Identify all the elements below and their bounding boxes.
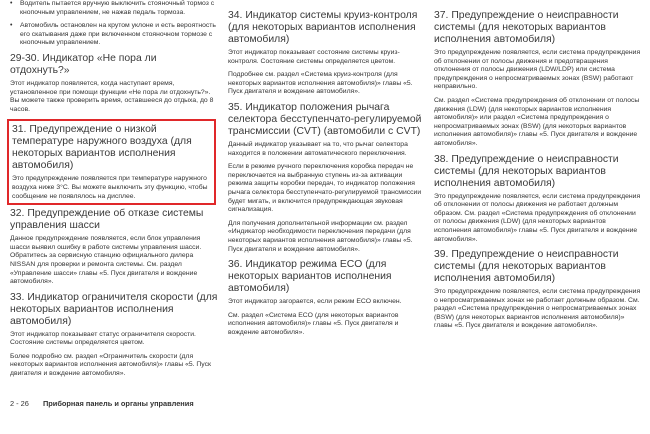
- section-heading-33: 33. Индикатор ограничителя скорости (для некоторых вариантов исполнения автомобиля): [10, 291, 218, 327]
- bullet-item: • Водитель пытается вручную выключить стояночный тормоз с кнопочным управлением, не нажав педаль тормоза.: [10, 0, 218, 17]
- section-heading-39: 39. Предупреждение о неисправности системы (для некоторых вариантов исполнения автомобиля): [434, 249, 619, 285]
- section-text-33-a: Этот индикатор показывает статус ограничителя скорости. Состояние системы определяется цветом.: [10, 330, 196, 347]
- section-heading-36: 36. Индикатор режима ECO (для некоторых вариантов исполнения автомобиля): [228, 259, 392, 295]
- page-number: 2 - 26: [10, 399, 29, 408]
- section-text-35-b: Если в режиме ручного переключения коробка передач не переключается на выбранную ступень из-за активации режима защиты коробки передач, то индикатор положения рычага селектора бесступенчато-регулируемой трансмиссии будет мигать, и включится предупреждающая звуковая сигнализация.: [228, 163, 422, 214]
- section-heading-29-30: 29-30. Индикатор «Не пора ли отдохнуть?»: [10, 52, 157, 76]
- section-heading-31: 31. Предупреждение о низкой температуре наружного воздуха (для некоторых вариантов исполнения автомобиля): [12, 124, 192, 172]
- section-text-36-b: См. раздел «Система ECO (для некоторых вариантов исполнения автомобиля)» главы «5. Пуск двигателя и вождение автомобиля».: [228, 311, 399, 336]
- section-heading-32: 32. Предупреждение об отказе системы управления шасси: [10, 208, 204, 232]
- column-right: [434, 10, 642, 336]
- section-heading-35: 35. Индикатор положения рычага селектора бесступенчато-регулируемой трансмиссии (CVT) (автомобили с CVT): [228, 101, 422, 137]
- page-footer: [10, 399, 194, 408]
- column-left: [10, 0, 218, 384]
- section-text-35-a: Данный индикатор указывает на то, что рычаг селектора находится в положении автоматического переключения.: [228, 140, 408, 157]
- column-middle-content: [228, 10, 428, 337]
- section-text-32: Данное предупреждение появляется, если блок управления шасси выявил ошибку в работе системы управления шасси. Обратитесь за сервисную станцию официального дилера NISSAN для проверки и ремонта системы. См. раздел «Управление шасси» главы «5. Пуск двигателя и вождение автомобиля».: [10, 235, 202, 286]
- column-left-content: [10, 0, 218, 379]
- column-right-content: [434, 10, 642, 331]
- section-heading-38: 38. Предупреждение о неисправности системы (для некоторых вариантов исполнения автомобиля): [434, 153, 619, 189]
- section-text-36-a: Этот индикатор загорается, если режим ECO включен.: [228, 298, 402, 306]
- section-text-39: Это предупреждение появляется, если система предупреждения о непросматриваемых зонах не работает должным образом. См. раздел «Система предупреждения о непросматриваемых зонах (BSW) (для некоторых вариантов исполнения автомобиля)» главы «5. Пуск двигателя и вождение автомобиля».: [434, 288, 641, 330]
- column-middle: [228, 10, 428, 342]
- section-text-35-c: Для получения дополнительной информации см. раздел «Индикатор необходимости переключения передачи (для некоторых вариантов исполнения автомобиля)» главы «5. Пуск двигателя и вождение автомобиля».: [228, 219, 413, 253]
- section-heading-34: 34. Индикатор системы круиз-контроля (для некоторых вариантов исполнения автомобиля): [228, 10, 418, 45]
- section-text-33-b: Более подробно см. раздел «Ограничитель скорости (для некоторых вариантов исполнения автомобиля)» главы «5. Пуск двигателя и вождение автомобиля».: [10, 352, 212, 378]
- bullet-item: • Автомобиль остановлен на крутом уклоне и есть вероятность его скатывания даже при включенном стояночном тормозе с кнопочным управлением.: [10, 22, 218, 48]
- section-text-37-b: См. раздел «Система предупреждения об отклонении от полосы движения (LDW) (для некоторых вариантов исполнения автомобиля)» или раздел «Система предупреждения о непросматриваемых зонах (BSW) (для некоторых вариантов исполнения автомобиля)» главы «5. Пуск двигателя и вождение автомобиля».: [434, 96, 640, 147]
- highlighted-section-31: [7, 119, 216, 205]
- section-text-29-30: Этот индикатор появляется, когда наступает время, установленное при помощи функции «Не пора ли отдохнуть?». Вы можете также проверить время, оставшееся до отдыха, до 8 часов.: [10, 79, 214, 113]
- section-text-34-a: Этот индикатор показывает состояние системы круиз-контроля. Состояние системы определяется цветом.: [228, 49, 400, 65]
- section-text-31: Это предупреждение появляется при температуре наружного воздуха ниже 3°C. Вы можете выключить эту функцию, чтобы сообщение не появлялось на дисплее.: [12, 175, 208, 200]
- section-text-37-a: Это предупреждение появляется, если система предупреждения об отклонении от полосы движения и предотвращения отклонения от полосы движения (LDW/LDP) или система предупреждения о непросматриваемых зонах (BSW) работают неправильно.: [434, 49, 641, 91]
- section-text-34-b: Подробнее см. раздел «Система круиз-контроля (для некоторых вариантов исполнения автомобиля)» главы «5. Пуск двигателя и вождение автомобиля».: [228, 71, 413, 96]
- chapter-title: Приборная панель и органы управления: [42, 399, 194, 408]
- section-text-38: Это предупреждение появляется, если система предупреждения об отклонении от полосы движения не работает должным образом. См. раздел «Система предупреждения об отклонении от полосы движения (LDW) (для некоторых вариантов исполнения автомобиля)» главы «5. Пуск двигателя и вождение автомобиля».: [434, 192, 641, 243]
- section-heading-37: 37. Предупреждение о неисправности системы (для некоторых вариантов исполнения автомобиля): [434, 10, 619, 45]
